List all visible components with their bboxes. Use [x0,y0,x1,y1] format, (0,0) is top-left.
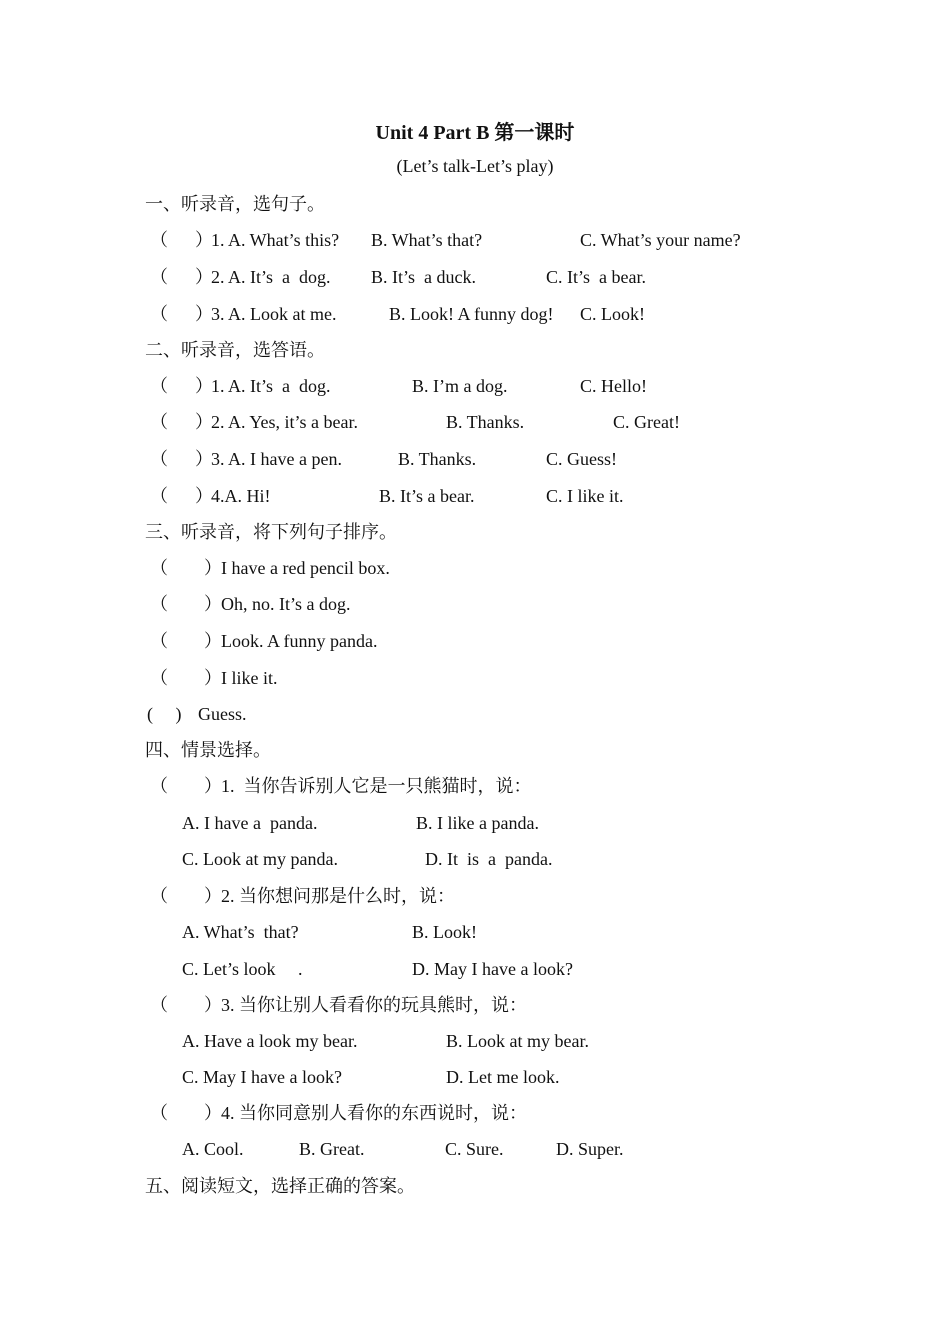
option-b: B. Great. [299,1139,365,1159]
answer-blank[interactable]: （ ） [150,995,222,1015]
answer-blank[interactable]: （ ） [150,304,213,324]
option-a: A. What’s that? [182,922,299,942]
question-stem: 4. 当你同意别人看你的东西说时，说： [221,1103,527,1123]
section-2-heading: 二、听录音，选答语。 [145,340,325,360]
option-a: 2. A. Yes, it’s a bear. [211,412,359,432]
option-a: A. I have a panda. [182,813,318,833]
option-c: C. May I have a look? [182,1067,342,1087]
option-b: B. Look! [412,922,477,942]
option-b: B. What’s that? [371,230,483,250]
sentence: I like it. [221,668,278,688]
sentence: Oh, no. It’s a dog. [221,594,351,614]
option-c: C. Look at my panda. [182,849,338,869]
answer-blank[interactable]: （ ） [150,230,213,250]
answer-blank[interactable]: （ ） [150,1103,222,1123]
section-4-heading: 四、情景选择。 [145,740,271,760]
option-d: D. May I have a look? [412,959,573,979]
page-subtitle: (Let’s talk-Let’s play) [396,156,554,176]
option-c: C. Guess! [546,449,617,469]
option-b: B. It’s a duck. [371,267,476,287]
answer-blank[interactable]: （ ） [150,886,222,906]
option-b: B. I’m a dog. [412,376,508,396]
option-a: A. Cool. [182,1139,244,1159]
option-a: 3. A. I have a pen. [211,449,342,469]
option-c: C. Great! [613,412,680,432]
option-c: C. Let’s look . [182,959,303,979]
option-b: B. It’s a bear. [379,486,475,506]
option-a: 1. A. It’s a dog. [211,376,331,396]
sentence: Look. A funny panda. [221,631,378,651]
section-3-heading: 三、听录音，将下列句子排序。 [145,522,397,542]
question-stem: 3. 当你让别人看看你的玩具熊时，说： [221,995,527,1015]
answer-blank[interactable]: （ ） [150,776,222,796]
option-a: 1. A. What’s this? [211,230,340,250]
option-b: B. Thanks. [398,449,477,469]
option-d: D. It is a panda. [425,849,553,869]
answer-blank[interactable]: （ ） [150,267,213,287]
order-blank[interactable]: （ ） [150,558,222,578]
answer-blank[interactable]: （ ） [150,449,213,469]
option-c: C. What’s your name? [580,230,741,250]
option-a: 2. A. It’s a dog. [211,267,331,287]
order-blank[interactable]: ( ) [147,704,182,724]
option-a: A. Have a look my bear. [182,1031,358,1051]
option-c: C. Look! [580,304,645,324]
option-b: B. Thanks. [446,412,525,432]
page-title: Unit 4 Part B 第一课时 [375,122,575,144]
answer-blank[interactable]: （ ） [150,486,213,506]
option-c: C. I like it. [546,486,624,506]
option-c: C. It’s a bear. [546,267,646,287]
order-blank[interactable]: （ ） [150,631,222,651]
order-blank[interactable]: （ ） [150,668,222,688]
answer-blank[interactable]: （ ） [150,376,213,396]
section-1-heading: 一、听录音，选句子。 [145,194,325,214]
option-b: B. I like a panda. [416,813,539,833]
sentence: I have a red pencil box. [221,558,390,578]
option-c: C. Hello! [580,376,647,396]
option-b: B. Look! A funny dog! [389,304,554,324]
question-stem: 1. 当你告诉别人它是一只熊猫时，说： [221,776,532,796]
section-5-heading: 五、阅读短文，选择正确的答案。 [145,1176,415,1196]
option-d: D. Let me look. [446,1067,560,1087]
answer-blank[interactable]: （ ） [150,412,213,432]
option-b: B. Look at my bear. [446,1031,589,1051]
sentence: Guess. [198,704,247,724]
option-a: 3. A. Look at me. [211,304,337,324]
option-a: 4.A. Hi! [211,486,271,506]
option-c: C. Sure. [445,1139,504,1159]
order-blank[interactable]: （ ） [150,594,222,614]
option-d: D. Super. [556,1139,624,1159]
question-stem: 2. 当你想问那是什么时，说： [221,886,455,906]
